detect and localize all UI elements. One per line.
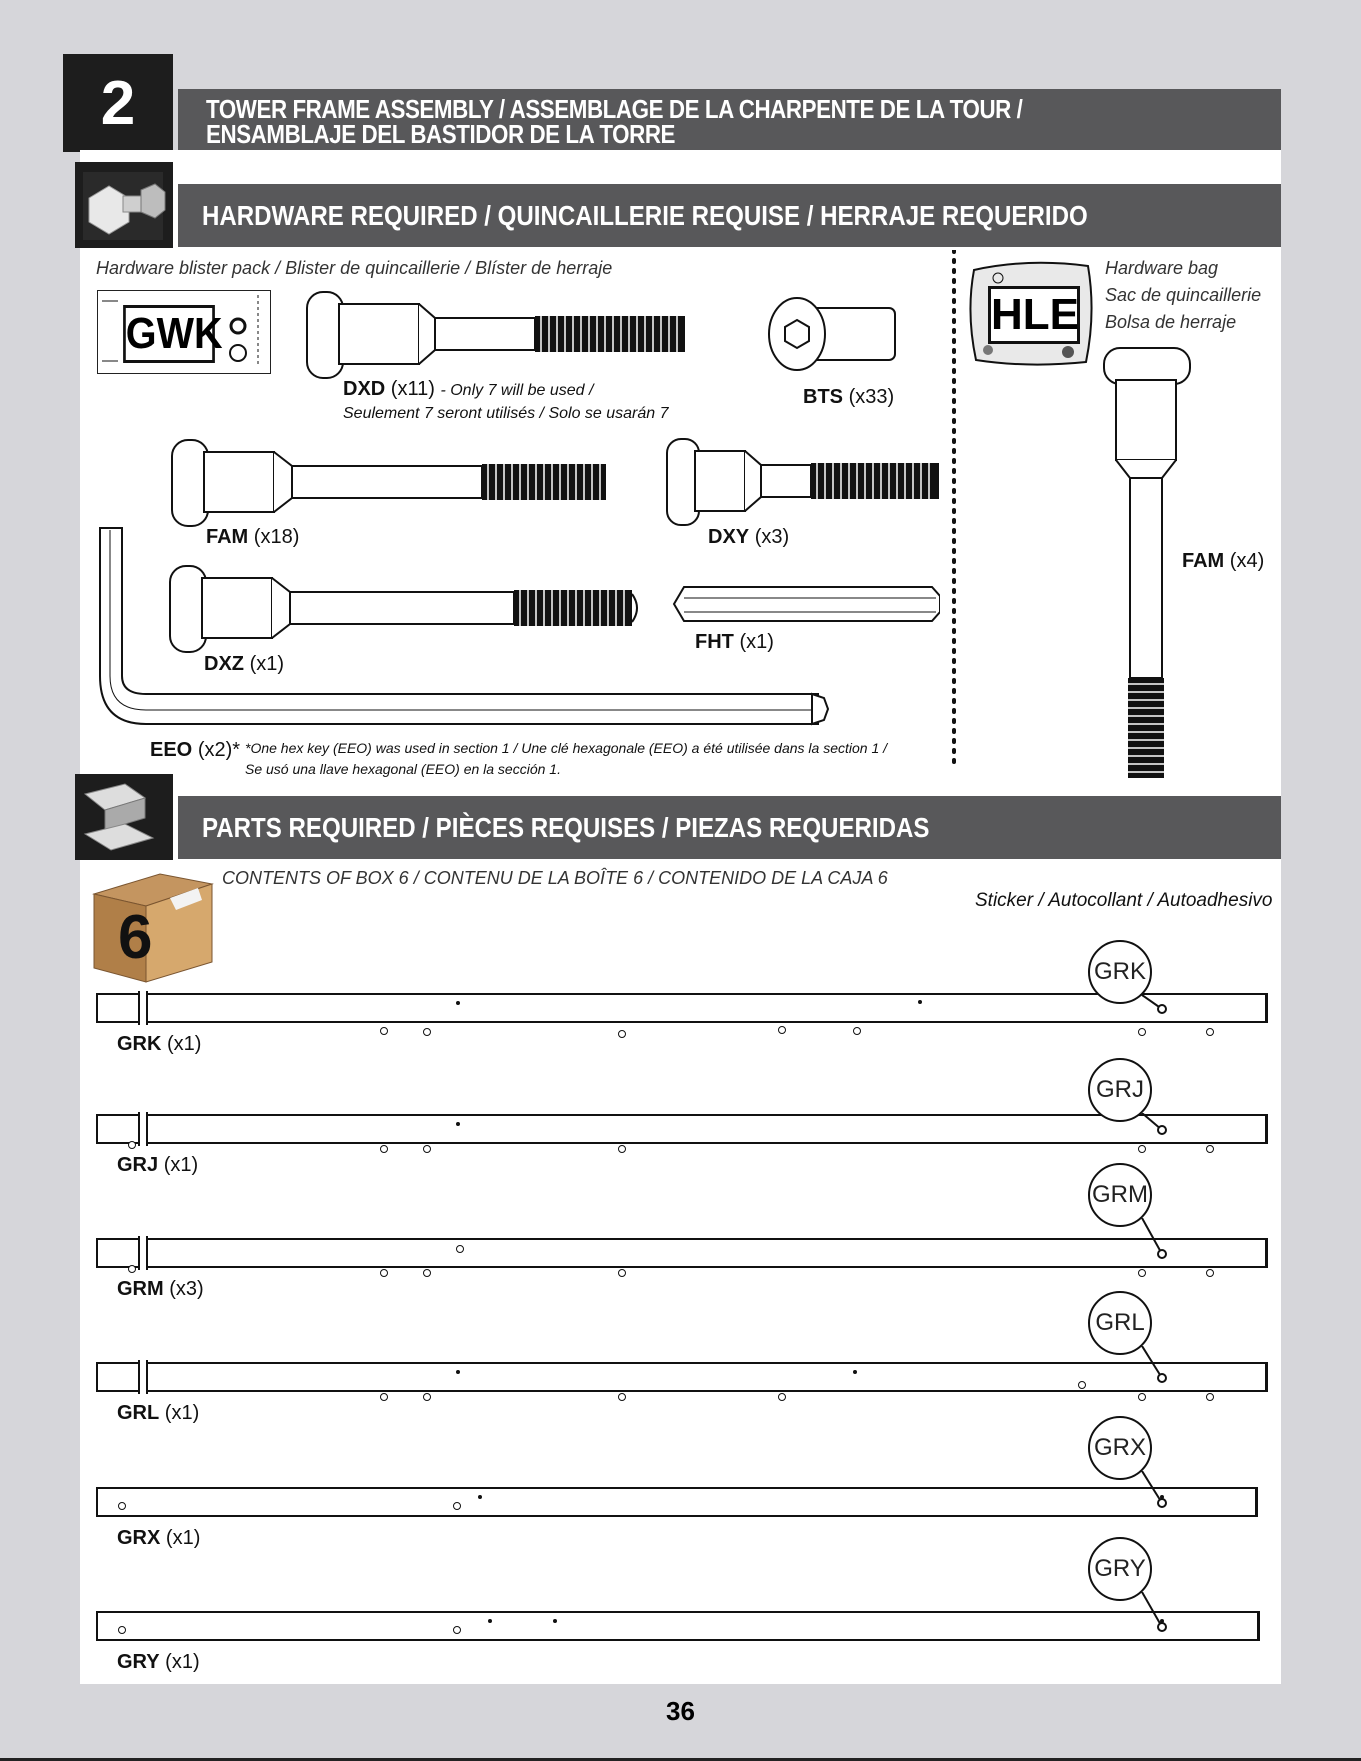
part-label-grk <box>117 1033 201 1056</box>
part-qty: (x1) <box>165 1527 201 1549</box>
parts-header-bar <box>178 796 1281 859</box>
section-divider <box>951 250 957 770</box>
box-number: 6 <box>118 903 153 972</box>
tube-hole <box>118 1502 126 1510</box>
box-caption: CONTENTS OF BOX 6 / CONTENU DE LA BOÎTE 6 / CONTENIDO DE LA CAJA 6 <box>222 868 888 888</box>
dxd-qty: (x11) <box>390 378 435 400</box>
tube-hole <box>918 1000 922 1004</box>
tube-end-collar <box>138 1360 148 1394</box>
tube-hole <box>423 1028 431 1036</box>
part-code: GRK <box>117 1033 162 1055</box>
bts-qty: (x33) <box>848 386 895 408</box>
blister-small-parts-icon <box>98 291 268 371</box>
sticker-leader-line <box>1138 995 1178 1019</box>
step-title-line1: TOWER FRAME ASSEMBLY / ASSEMBLAGE DE LA CHARPENTE DE LA TOUR / <box>206 94 1023 124</box>
part-label-gry <box>117 1651 200 1674</box>
eeo-qty: (x2)* <box>197 739 241 761</box>
part-code: GRJ <box>117 1154 159 1176</box>
sticker-leader-line <box>1138 1218 1178 1264</box>
tube-hole <box>488 1619 492 1623</box>
part-qty: (x1) <box>163 1154 199 1176</box>
part-code: GRX <box>117 1527 161 1549</box>
parts-section-icon <box>75 774 173 860</box>
fam-bag-bolt-drawing <box>1102 346 1192 782</box>
sticker-caption: Sticker / Autocollant / Autoadhesivo <box>975 890 1273 911</box>
tube-grx <box>96 1487 1258 1517</box>
tube-grl <box>96 1362 1268 1392</box>
sticker-label: GRM <box>1092 1181 1148 1208</box>
part-label-grx <box>117 1527 200 1550</box>
tube-grk <box>96 993 1268 1023</box>
tube-hole <box>1138 1393 1146 1401</box>
tube-hole <box>618 1393 626 1401</box>
part-qty: (x1) <box>167 1033 202 1055</box>
sticker-label: GRL <box>1095 1309 1145 1336</box>
bts-label <box>803 386 894 409</box>
tube-hole <box>778 1026 786 1034</box>
step-number-box <box>63 54 173 152</box>
tube-hole <box>1138 1028 1146 1036</box>
blister-pack <box>97 290 271 374</box>
tube-end-collar <box>138 1112 148 1146</box>
dxd-label <box>343 378 593 401</box>
tube-gry <box>96 1611 1260 1641</box>
tube-hole <box>453 1502 461 1510</box>
page-number: 36 <box>666 1696 695 1726</box>
tube-hole <box>618 1269 626 1277</box>
fht-drawing <box>670 584 940 624</box>
fam-bag-code: FAM <box>1182 550 1225 572</box>
dxy-code: DXY <box>708 526 750 548</box>
tube-grm <box>96 1238 1268 1268</box>
bag-caption-es: Bolsa de herraje <box>1105 312 1237 332</box>
dxz-code: DXZ <box>204 653 244 675</box>
fht-code: FHT <box>695 631 734 653</box>
bts-code: BTS <box>803 386 843 408</box>
sticker-leader-line <box>1138 1346 1178 1388</box>
fam-code: FAM <box>206 526 249 548</box>
sticker-label: GRX <box>1093 1434 1146 1461</box>
tube-hole <box>1206 1269 1214 1277</box>
sticker-label: GRJ <box>1096 1076 1144 1103</box>
tube-hole <box>456 1370 460 1374</box>
dxz-qty: (x1) <box>249 653 285 675</box>
part-label-grl <box>117 1402 199 1425</box>
box-icon <box>90 866 216 984</box>
part-label-grj <box>117 1154 198 1177</box>
tube-hole <box>618 1030 626 1038</box>
tube-end-collar <box>138 991 148 1025</box>
tube-end-collar <box>138 1236 148 1270</box>
tube-hole <box>128 1265 136 1273</box>
tube-grj <box>96 1114 1268 1144</box>
step-title-line2: ENSAMBLAJE DEL BASTIDOR DE LA TORRE <box>206 119 676 149</box>
tube-hole <box>478 1495 482 1499</box>
part-qty: (x3) <box>169 1278 204 1300</box>
blister-code: GWK <box>123 305 215 363</box>
tube-hole <box>456 1122 460 1126</box>
dxz-bolt-drawing <box>168 564 648 654</box>
fht-label <box>695 631 774 654</box>
dxd-bolt-drawing <box>305 290 705 380</box>
tube-hole <box>1206 1393 1214 1401</box>
bolt-nut-icon <box>75 162 173 248</box>
parts-header: PARTS REQUIRED / PIÈCES REQUISES / PIEZAS REQUERIDAS <box>202 812 930 843</box>
bts-barrel-nut-drawing <box>765 294 915 374</box>
blister-caption: Hardware blister pack / Blister de quincaillerie / Blíster de herraje <box>96 258 613 278</box>
tube-hole <box>380 1027 388 1035</box>
fam-bag-qty: (x4) <box>1229 550 1265 572</box>
part-code: GRL <box>117 1402 160 1424</box>
dxd-note1: - Only 7 will be used / <box>440 382 594 399</box>
eeo-note1: *One hex key (EEO) was used in section 1 / Une clé hexagonale (EEO) a été utilisée dans la section 1 / <box>245 740 888 756</box>
tube-hole <box>453 1626 461 1634</box>
fam-qty: (x18) <box>253 526 300 548</box>
step-title-bar <box>178 89 1281 152</box>
eeo-code: EEO <box>150 739 193 761</box>
tube-hole <box>1206 1028 1214 1036</box>
tube-hole <box>423 1393 431 1401</box>
tube-hole <box>1078 1381 1086 1389</box>
hardware-section-icon <box>75 162 173 248</box>
tube-hole <box>778 1393 786 1401</box>
hardware-bag <box>968 258 1094 368</box>
hardware-header-bar <box>178 184 1281 247</box>
fam-bolt-drawing <box>170 438 610 528</box>
bracket-icon <box>75 774 173 860</box>
tube-hole <box>1206 1145 1214 1153</box>
part-qty: (x1) <box>164 1402 200 1424</box>
dxz-label <box>204 653 284 676</box>
part-code: GRY <box>117 1651 160 1673</box>
tube-hole <box>456 1245 464 1253</box>
sticker-leader-line <box>1138 1113 1178 1140</box>
eeo-note2: Se usó una llave hexagonal (EEO) en la sección 1. <box>245 761 561 777</box>
fht-qty: (x1) <box>739 631 774 653</box>
sticker-leader-line <box>1138 1471 1178 1513</box>
sticker-label: GRK <box>1093 958 1146 985</box>
bag-caption-fr: Sac de quincaillerie <box>1105 285 1262 305</box>
part-code: GRM <box>117 1278 164 1300</box>
tube-hole <box>118 1626 126 1634</box>
tube-hole <box>618 1145 626 1153</box>
tube-hole <box>423 1145 431 1153</box>
tube-hole <box>853 1370 857 1374</box>
tube-hole <box>380 1145 388 1153</box>
bag-code: HLE <box>988 286 1080 344</box>
tube-hole <box>380 1269 388 1277</box>
bag-caption-en: Hardware bag <box>1105 258 1219 278</box>
dxy-qty: (x3) <box>754 526 790 548</box>
part-label-grm <box>117 1278 204 1301</box>
dxy-bolt-drawing <box>665 437 945 527</box>
tube-hole <box>553 1619 557 1623</box>
tube-hole <box>1138 1269 1146 1277</box>
tube-hole <box>380 1393 388 1401</box>
step-title <box>206 94 1023 149</box>
tube-hole <box>128 1141 136 1149</box>
step-number: 2 <box>100 68 136 138</box>
sticker-leader-line <box>1138 1592 1178 1637</box>
part-qty: (x1) <box>165 1651 200 1673</box>
sticker-label: GRY <box>1094 1555 1146 1582</box>
tube-hole <box>456 1001 460 1005</box>
dxd-note2: Seulement 7 seront utilisés / Solo se usarán 7 <box>343 405 669 422</box>
tube-hole <box>423 1269 431 1277</box>
dxd-code: DXD <box>343 378 386 400</box>
tube-hole <box>1138 1145 1146 1153</box>
eeo-label <box>150 739 240 762</box>
hardware-header: HARDWARE REQUIRED / QUINCAILLERIE REQUISE / HERRAJE REQUERIDO <box>202 200 1088 231</box>
tube-hole <box>853 1027 861 1035</box>
fam-bag-label <box>1182 550 1264 573</box>
